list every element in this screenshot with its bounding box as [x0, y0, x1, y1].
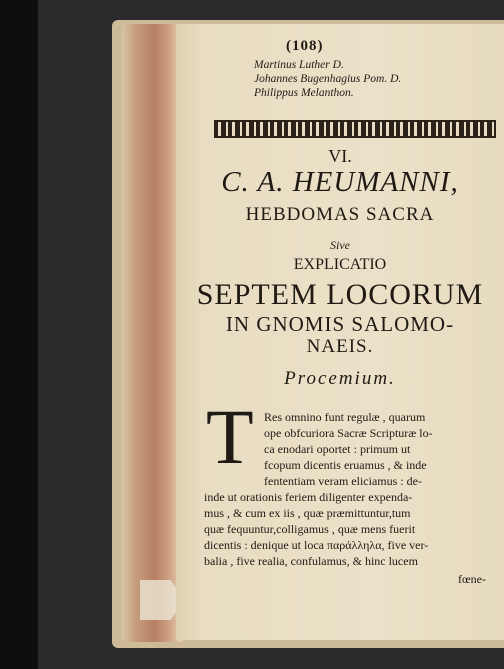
- body-line: fcopum dicentis eruamus , & inde: [264, 458, 427, 472]
- book-page: [176, 24, 504, 640]
- drop-cap: T: [206, 393, 254, 480]
- name-line: Johannes Bugenhagius Pom. D.: [254, 73, 402, 85]
- explicatio-heading: EXPLICATIO: [293, 256, 387, 273]
- ornamental-rule: [214, 120, 496, 138]
- body-line: fententiam veram eliciamus : de-: [264, 474, 422, 488]
- body-line: Res omnino funt regulæ , quarum: [264, 410, 426, 424]
- body-line: balia , five realia, confulamus, & hinc lucem: [204, 554, 418, 568]
- sive-word: Sive: [330, 238, 350, 252]
- background-left: [0, 0, 38, 669]
- section-number: VI.: [328, 146, 352, 166]
- page-header: (108): [286, 38, 324, 54]
- septem-heading: SEPTEM LOCORUM: [196, 278, 484, 311]
- name-line: Philippus Melanthon.: [254, 87, 354, 99]
- body-line: dicentis : denique ut loca παράλληλα, five ver-: [204, 538, 429, 552]
- in-gnomis-heading: IN GNOMIS SALOMO-: [225, 312, 455, 336]
- work-title: HEBDOMAS SACRA: [245, 204, 435, 225]
- catchword: fœne-: [458, 572, 486, 586]
- body-line: inde ut orationis feriem diligenter expenda-: [204, 490, 413, 504]
- page-edges: [122, 24, 182, 642]
- body-line: quæ fequuntur,colligamus , quæ mens fuerit: [204, 522, 416, 536]
- name-line: Martinus Luther D.: [254, 59, 344, 71]
- author-name: C. A. HEUMANNI,: [221, 166, 459, 198]
- body-line: mus , & cum ex iis , quæ præmittuntur,tum: [204, 506, 411, 520]
- procemium-heading: Procemium.: [284, 368, 396, 389]
- body-line: ope obfcuriora Sacræ Scripturæ lo-: [264, 426, 433, 440]
- body-line: ca enodari oportet : primum ut: [264, 442, 411, 456]
- naeis-heading: NAEIS.: [306, 336, 374, 357]
